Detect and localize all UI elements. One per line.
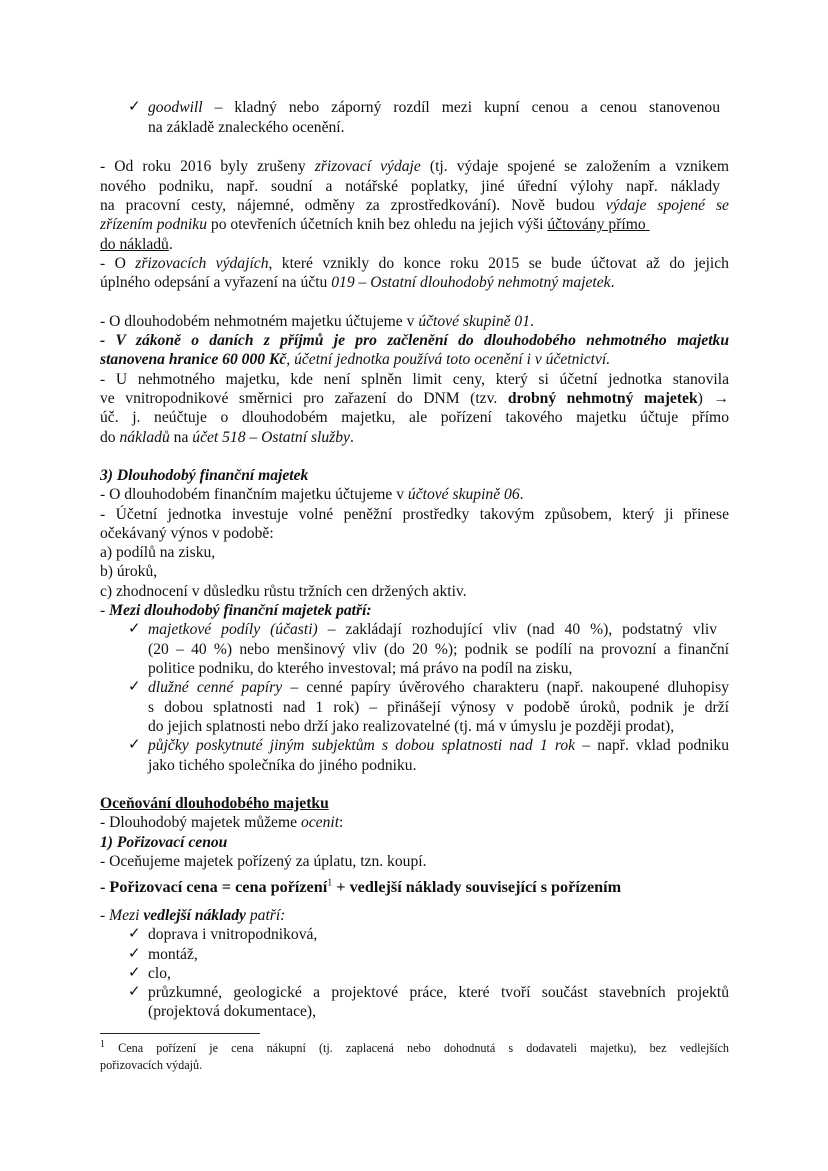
- paragraph-line: - O dlouhodobém nehmotném majetku účtujeme v účtové skupině 01.: [100, 313, 534, 330]
- paragraph-line: - Mezi vedlejší náklady patří:: [100, 907, 286, 924]
- paragraph-line: nového podniku, např. soudní a notářské poplatky, jiné úřední výlohy např. náklady: [100, 178, 720, 195]
- list-item: clo,: [148, 965, 171, 982]
- paragraph-line: - Oceňujeme majetek pořízený za úplatu, tzn. koupí.: [100, 853, 427, 870]
- list-item: montáž,: [148, 946, 198, 963]
- paragraph-line: stanovena hranice 60 000 Kč, účetní jednotka používá toto ocenění i v účetnictví.: [100, 351, 611, 368]
- check-icon: ✓: [128, 984, 141, 1000]
- paragraph-line: do nákladů.: [100, 236, 173, 253]
- check-icon: ✓: [128, 965, 141, 981]
- footnote-divider: [100, 1033, 260, 1034]
- list-item: (20 – 40 %) nebo menšinový vliv (do 20 %); podnik se podílí na provozní a finanční: [148, 641, 729, 658]
- paragraph-line: úč. j. neúčtuje o dlouhodobém majetku, ale pořízení takového majetku účtuje přímo: [100, 409, 729, 426]
- formula-line: - Pořizovací cena = cena pořízení$^1$ + vedlejší náklady související s pořízením: [100, 877, 622, 896]
- list-item: a) podílů na zisku,: [100, 544, 216, 561]
- check-icon: ✓: [128, 737, 141, 753]
- paragraph-line: - O dlouhodobém finančním majetku účtujeme v účtové skupině 06.: [100, 486, 524, 503]
- footnote-line: pořizovacích výdajů.: [100, 1058, 203, 1072]
- paragraph-line: - Od roku 2016 byly zrušeny zřizovací výdaje (tj. výdaje spojené se založením a vznikem: [100, 158, 729, 175]
- paragraph-line: - O zřizovacích výdajích, které vznikly do konce roku 2015 se bude účtovat až do jejich: [100, 255, 729, 272]
- subsection-heading: 1) Pořizovací cenou: [100, 834, 228, 851]
- paragraph-line: na pracovní cesty, nájemné, odměny za zprostředkování). Nově budou výdaje spojené se: [100, 197, 729, 214]
- paragraph-line: - V zákoně o daních z příjmů je pro začlenění do dlouhodobého nehmotného majetku: [100, 332, 729, 349]
- list-item: průzkumné, geologické a projektové práce, které tvoří součást stavebních projektů: [148, 984, 729, 1001]
- check-icon: ✓: [128, 926, 141, 942]
- check-icon: ✓: [128, 946, 141, 962]
- paragraph-line: zřízením podniku po otevřeních účetních knih bez ohledu na jejich výši účtovány přímo: [100, 216, 646, 233]
- check-icon: ✓: [128, 99, 141, 115]
- list-item: s dobou splatnosti nad 1 rok) – přinášejí výnosy v podobě úroků, podnik je drží: [148, 699, 729, 716]
- paragraph-line: očekávaný výnos v podobě:: [100, 525, 274, 542]
- list-item: majetkové podíly (účasti) – zakládají rozhodující vliv (nad 40 %), podstatný vliv: [148, 621, 717, 638]
- footnote-line: $^1$ Cena pořízení je cena nákupní (tj. zaplacená nebo dohodnutá s dodavateli majetku), bez vedlejších: [100, 1038, 729, 1055]
- list-item: doprava i vnitropodniková,: [148, 926, 318, 943]
- paragraph-line: - Mezi dlouhodobý finanční majetek patří:: [100, 602, 372, 619]
- paragraph-line: na základě znaleckého ocenění.: [148, 119, 345, 136]
- paragraph-line: - Dlouhodobý majetek můžeme ocenit:: [100, 814, 344, 831]
- section-heading: 3) Dlouhodobý finanční majetek: [100, 467, 309, 484]
- paragraph-line: - U nehmotného majetku, kde není splněn limit ceny, který si účetní jednotka stanovila: [100, 371, 729, 388]
- section-heading: Oceňování dlouhodobého majetku: [100, 795, 329, 812]
- check-icon: ✓: [128, 621, 141, 637]
- list-item: (projektová dokumentace),: [148, 1003, 316, 1020]
- list-item: jako tichého společníka do jiného podniku.: [148, 757, 417, 774]
- paragraph-line: ve vnitropodnikové směrnici pro zařazení do DNM (tzv. drobný nehmotný majetek) →: [100, 390, 730, 407]
- check-icon: ✓: [128, 679, 141, 695]
- list-item: b) úroků,: [100, 563, 158, 580]
- list-item: c) zhodnocení v důsledku růstu tržních cen držených aktiv.: [100, 583, 467, 600]
- paragraph-line: úplného odepsání a vyřazení na účtu 019 – Ostatní dlouhodobý nehmotný majetek.: [100, 274, 615, 291]
- paragraph-line: goodwill – kladný nebo záporný rozdíl mezi kupní cenou a cenou stanovenou: [148, 99, 720, 116]
- paragraph-line: do nákladů na účet 518 – Ostatní služby.: [100, 429, 354, 446]
- list-item: politice podniku, do kterého investoval; má právo na podíl na zisku,: [148, 660, 573, 677]
- list-item: půjčky poskytnuté jiným subjektům s dobou splatnosti nad 1 rok – např. vklad podniku: [148, 737, 730, 754]
- paragraph-line: - Účetní jednotka investuje volné peněžní prostředky takovým způsobem, který ji přinese: [100, 506, 729, 523]
- list-item: dlužné cenné papíry – cenné papíry úvěrového charakteru (např. nakoupené dluhopisy: [148, 679, 729, 696]
- list-item: do jejich splatnosti nebo drží jako realizovatelné (tj. má v úmyslu je později prodat),: [148, 718, 675, 735]
